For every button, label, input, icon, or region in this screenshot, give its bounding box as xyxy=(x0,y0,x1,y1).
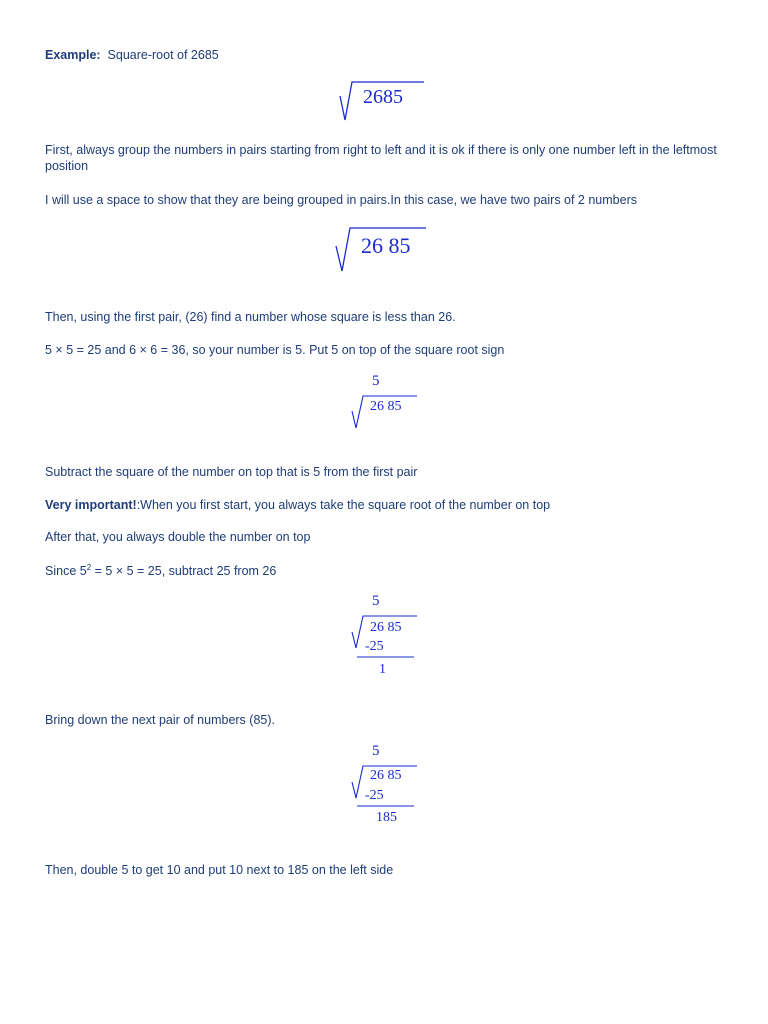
paragraph-important xyxy=(45,497,725,513)
radicand: 26 85 xyxy=(370,620,402,635)
radical-figure-1 xyxy=(338,78,428,122)
radical-figure-5 xyxy=(350,742,420,834)
paragraph-double: After that, you always double the number on top xyxy=(45,530,311,544)
paragraph-since: Since $5^2 = 5 \times 5 = 25$, subtract 25 from 26 xyxy=(45,562,277,578)
paragraph-grouping: First, always group the numbers in pairs starting from right to left and it is ok if there is only one number left in the leftmost position xyxy=(45,143,717,173)
radicand: 2685 xyxy=(363,86,403,108)
radicand: 26 85 xyxy=(370,768,402,783)
subtracted-value: -25 xyxy=(365,639,384,654)
radicand: 26 85 xyxy=(370,399,402,414)
paragraph-bring-down: Bring down the next pair of numbers (85). xyxy=(45,713,275,727)
paragraph-first-pair: Then, using the first pair, (26) find a number whose square is less than 26. xyxy=(45,310,456,324)
paragraph-space: I will use a space to show that they are being grouped in pairs.In this case, we have two pairs of 2 numbers xyxy=(45,193,637,207)
example-line xyxy=(45,47,725,63)
paragraph-products: 5 × 5 = 25 and 6 × 6 = 36, so your number is 5. Put 5 on top of the square root sign xyxy=(45,343,505,357)
example-text: Square-root of 2685 xyxy=(107,48,219,62)
paragraph-double-five: Then, double 5 to get 10 and put 10 next to 185 on the left side xyxy=(45,863,394,877)
radicand: 26 85 xyxy=(361,233,411,258)
important-label: Very important! xyxy=(45,498,137,512)
radical-figure-3 xyxy=(350,372,420,430)
important-text: :When you first start, you always take the square root of the number on top xyxy=(136,498,551,512)
quotient-digit: 5 xyxy=(372,593,380,609)
subtracted-value: -25 xyxy=(365,788,384,803)
remainder: 185 xyxy=(376,810,397,825)
remainder: 1 xyxy=(379,662,386,677)
radical-figure-2 xyxy=(334,224,430,274)
quotient-digit: 5 xyxy=(372,373,380,389)
example-label: Example: xyxy=(45,48,101,62)
radical-figure-4 xyxy=(350,592,420,684)
paragraph-subtract: Subtract the square of the number on top that is 5 from the first pair xyxy=(45,465,418,479)
quotient-digit: 5 xyxy=(372,743,380,759)
exponent: 2 xyxy=(86,562,92,572)
